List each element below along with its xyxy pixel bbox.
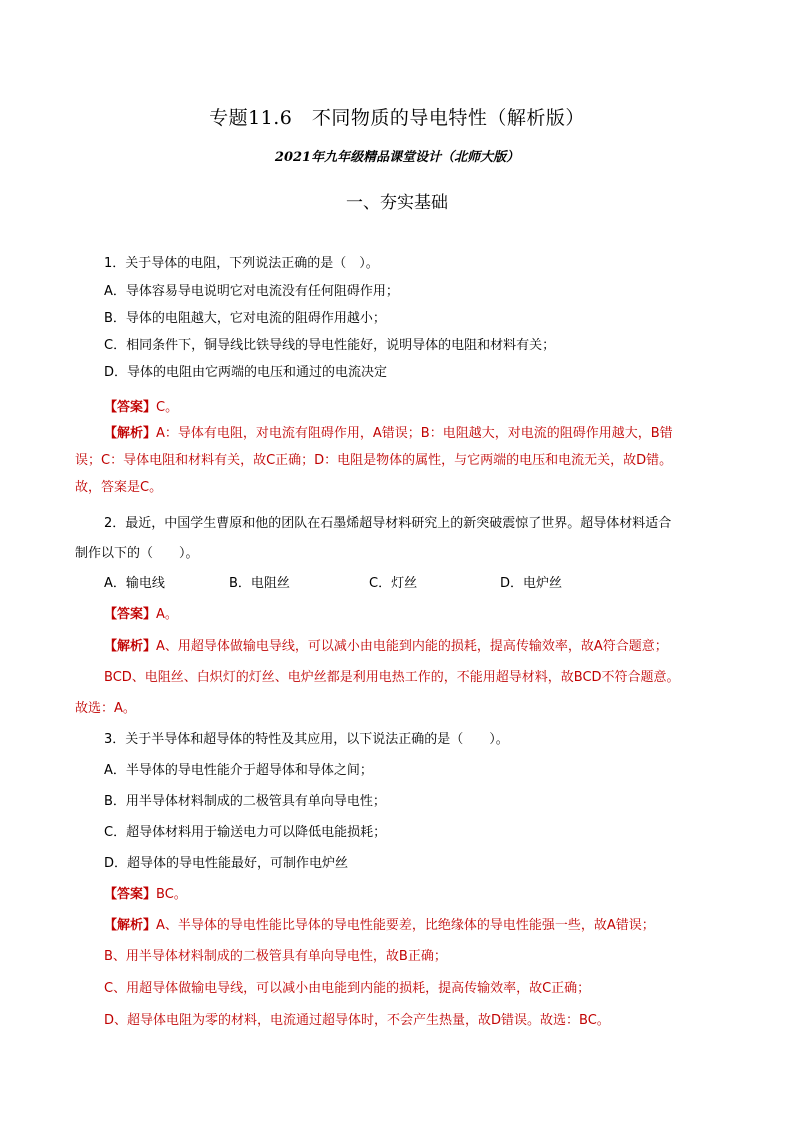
question-1-option-c: C．相同条件下，铜导线比铁导线的导电性能好，说明导体的电阻和材料有关； <box>104 338 556 353</box>
question-2-stem-line-1: 2．最近，中国学生曹原和他的团队在石墨烯超导材料研究上的新突破震惊了世界。超导体材料适合 <box>104 516 672 531</box>
question-3-option-a: A．半导体的导电性能介于超导体和导体之间； <box>104 763 373 778</box>
question-2-option-a: A．输电线 <box>104 576 165 591</box>
question-2-option-c: C．灯丝 <box>369 576 418 591</box>
question-3-analysis-line-2: B、用半导体材料制成的二极管具有单向导电性，故B正确； <box>104 949 447 964</box>
question-2-analysis-line-1 <box>104 635 668 654</box>
document-subtitle: 2021年九年级精品课堂设计（北师大版） <box>274 150 520 165</box>
question-2-analysis-line-2: BCD、电阻丝、白炽灯的灯丝、电炉丝都是利用电热工作的，不能用超导材料，故BCD不符合题意。 <box>104 670 680 685</box>
question-1-analysis-line-3: 故，答案是C。 <box>75 480 163 495</box>
question-2-option-d: D．电炉丝 <box>500 576 563 591</box>
analysis-text: A、用超导体做输电导线，可以减小由电能到内能的损耗，提高传输效率，故A符合题意； <box>156 639 668 654</box>
question-1-answer <box>104 396 178 415</box>
question-3-option-d: D．超导体的导电性能最好，可制作电炉丝 <box>104 856 349 871</box>
document-title: 专题11.6 不同物质的导电特性（解析版） <box>209 107 585 129</box>
question-2-option-b: B．电阻丝 <box>229 576 290 591</box>
question-1-analysis-line-1 <box>104 422 673 441</box>
question-3-analysis-line-3: C、用超导体做输电导线，可以减小由电能到内能的损耗，提高传输效率，故C正确； <box>104 981 591 996</box>
question-2-analysis-line-3: 故选：A。 <box>75 701 136 716</box>
question-2-answer <box>104 603 178 622</box>
question-3-stem: 3．关于半导体和超导体的特性及其应用，以下说法正确的是（ ）。 <box>104 732 509 747</box>
question-1-analysis-line-2: 误；C：导体电阻和材料有关，故C正确；D：电阻是物体的属性，与它两端的电压和电流无关，故D错。 <box>75 453 673 468</box>
question-3-analysis-line-4: D、超导体电阻为零的材料，电流通过超导体时，不会产生热量，故D错误。故选：BC。 <box>104 1013 610 1028</box>
answer-value: BC。 <box>156 887 187 902</box>
question-3-analysis-line-1 <box>104 914 655 933</box>
analysis-text: A：导体有电阻，对电流有阻碍作用，A错误；B：电阻越大，对电流的阻碍作用越大，B错 <box>156 426 673 441</box>
answer-label: 【答案】 <box>104 400 157 415</box>
question-3-option-c: C．超导体材料用于输送电力可以降低电能损耗； <box>104 825 387 840</box>
answer-label: 【答案】 <box>104 887 157 902</box>
question-1-option-a: A．导体容易导电说明它对电流没有任何阻碍作用； <box>104 284 399 299</box>
answer-value: C。 <box>156 400 179 415</box>
question-3-answer <box>104 883 187 902</box>
question-3-option-b: B．用半导体材料制成的二极管具有单向导电性； <box>104 794 386 809</box>
section-heading: 一、夯实基础 <box>346 193 448 213</box>
analysis-label: 【解析】 <box>104 918 157 933</box>
analysis-text: A、半导体的导电性能比导体的导电性能要差，比绝缘体的导电性能强一些，故A错误； <box>156 918 655 933</box>
analysis-label: 【解析】 <box>104 426 157 441</box>
question-2-stem-line-2: 制作以下的（ ）。 <box>75 546 199 561</box>
question-1-option-b: B．导体的电阻越大，它对电流的阻碍作用越小； <box>104 311 386 326</box>
analysis-label: 【解析】 <box>104 639 157 654</box>
question-1-stem: 1．关于导体的电阻，下列说法正确的是（ ）。 <box>104 256 379 271</box>
answer-label: 【答案】 <box>104 607 157 622</box>
question-1-option-d: D．导体的电阻由它两端的电压和通过的电流决定 <box>104 365 388 380</box>
answer-value: A。 <box>156 607 178 622</box>
